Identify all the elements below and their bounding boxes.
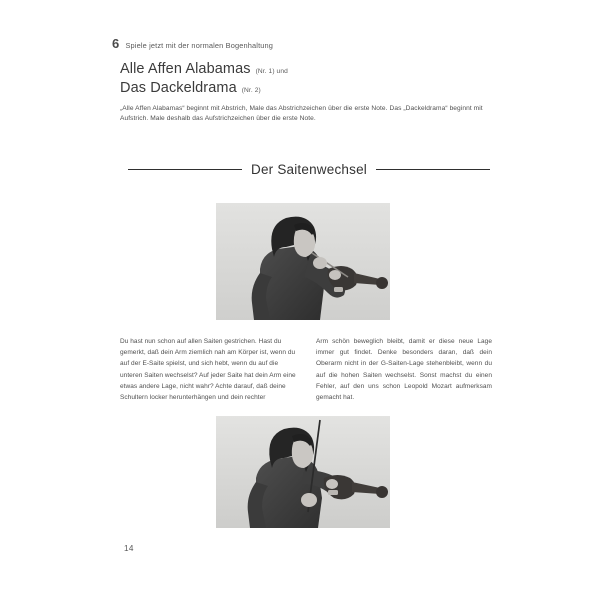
piece-title-2-sub: (Nr. 2) — [241, 87, 261, 95]
piece-title-1-sub: (Nr. 1) und — [255, 68, 288, 75]
running-head — [112, 36, 273, 51]
chapter-number: 6 — [112, 36, 120, 51]
piece-title-2-main: Das Dackeldrama — [120, 80, 237, 97]
chapter-title: Spiele jetzt mit der normalen Bogenhaltung — [125, 41, 274, 50]
heading-rule-left — [128, 169, 242, 171]
piece-titles — [120, 60, 288, 98]
intro-paragraph: „Alle Affen Alabamas“ beginnt mit Abstrich, Male das Abstrichzeichen über die erste Note. Das „Dackeldrama“ beginnt mit Aufstrich. Male deshalb das Aufstrichzeichen über die erste Note. — [120, 104, 483, 123]
piece-title-2 — [120, 79, 288, 98]
photo-violinist-lower-string — [216, 203, 390, 320]
body-column-right: Arm schön beweglich bleibt, damit er diese neue Lage immer gut findet. Denke besonders daran, daß dein Oberarm nicht in der G-Saiten-Lage stehenbleibt, wenn du auf die hohen Saiten wechselst. Sonst machst du einen Fehler, auf den uns schon Leopold Mozart aufmerksam gemacht hat. — [316, 338, 492, 401]
piece-title-1-main: Alle Affen Alabamas — [120, 61, 251, 77]
photo-violinist-higher-string — [216, 416, 390, 528]
body-column-left: Du hast nun schon auf allen Saiten gestrichen. Hast du gemerkt, daß dein Arm ziemlich nah am Körper ist, wenn du auf der E-Saite spielst, und sich hebt, wenn du auf die unteren Saiten wechselst? Auf jeder Saite hat dein Arm eine etwas andere Lage, nicht wahr? Achte darauf, daß deine Schultern locker herunterhängen und dein rechter — [120, 338, 296, 401]
photo-top-illustration — [216, 203, 390, 320]
section-title: Der Saitenwechsel — [251, 162, 367, 177]
heading-rule-right — [376, 169, 490, 171]
photo-bottom-illustration — [216, 416, 390, 528]
page-number: 14 — [124, 544, 134, 553]
body-text-columns — [120, 336, 492, 403]
piece-title-1 — [120, 60, 288, 79]
section-heading — [128, 162, 490, 177]
